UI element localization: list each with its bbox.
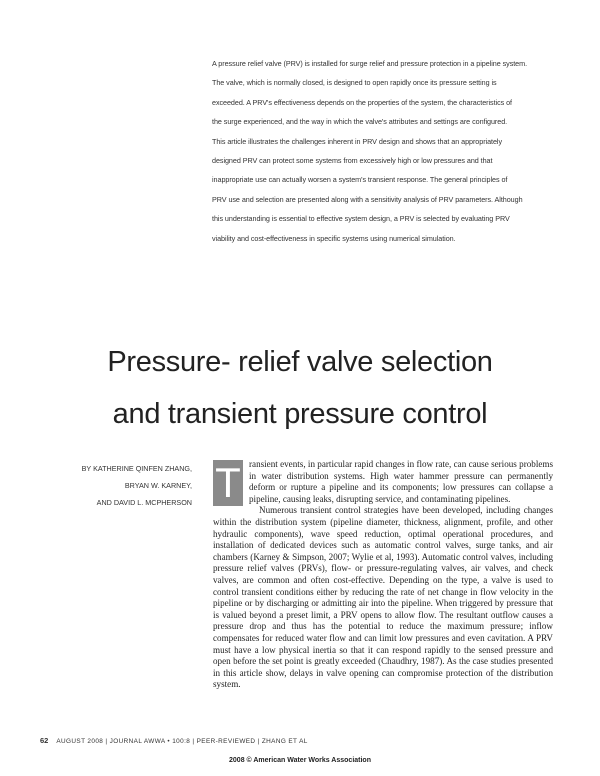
drop-cap: T [213,460,243,506]
article-title-line-1: Pressure- relief valve selection [107,346,493,378]
abstract-line: designed PRV can protect some systems from excessively high or low pressures and that [212,156,493,166]
abstract-line: A pressure relief valve (PRV) is installed for surge relief and pressure protection in a pipeline system. [212,59,528,68]
abstract-line: this understanding is essential to effective system design, a PRV is selected by evaluating PRV [212,214,510,224]
footer-running-text: AUGUST 2008 | JOURNAL AWWA • 100:8 | PEER-REVIEWED | ZHANG ET AL [56,738,308,745]
abstract-line: exceeded. A PRV's effectiveness depends on the properties of the system, the characteristics of [212,97,513,107]
body-text [213,459,553,691]
abstract-line: This article illustrates the challenges inherent in PRV design and shows that an appropriately [212,136,503,146]
article-title [0,336,600,440]
copyright-notice: 2008 © American Water Works Association [229,757,371,764]
page-number: 62 [40,736,49,745]
body-paragraph-1-text: ransient events, in particular rapid changes in flow rate, can cause serious problems in water distribution systems. High water hammer pressure can permanently deform or rupture a pipeline and its components; low pressures can collapse a pipeline, causing leaks, disrupting service, and contaminating pipelines. [249,459,553,504]
author-name: BRYAN W. KARNEY, [124,481,192,491]
abstract-line: inappropriate use can actually worsen a system's transient response. The general principles of [212,175,508,185]
abstract-line: the surge experienced, and the way in which the valve's attributes and settings are configured. [212,117,508,127]
page-footer [40,736,308,745]
author-byline [40,460,192,512]
abstract-line: PRV use and selection are presented along with a sensitivity analysis of PRV parameters. Although [212,194,523,204]
body-paragraph-1 [213,459,553,505]
abstract [212,54,552,248]
abstract-line: The valve, which is normally closed, is designed to open rapidly once its pressure setting is [212,78,497,88]
article-title-line-2: and transient pressure control [112,398,488,430]
author-name: BY KATHERINE QINFEN ZHANG, [81,464,192,473]
author-name: AND DAVID L. MCPHERSON [96,498,192,508]
abstract-line: viability and cost-effectiveness in specific systems using numerical simulation. [212,233,456,243]
body-paragraph-2: Numerous transient control strategies have been developed, including changes within the distribution system (pipeline diameter, thickness, alignment, profile, and other hydraulic components), wave speed reduction, optimal operational procedures, and installation of dedicated devices such as automatic control valves, surge tanks, and air chambers (Karney & Simpson, 2007; Wylie et al, 1993). Automatic control valves, including pressure relief valves (PRVs), flow- or pressure-regulating valves, air valves, and check valves, are common and often cost-effective. Depending on the type, a valve is used to control transient conditions either by reducing the rate of net change in flow velocity in the pipeline or by discharging or admitting air into the pipeline. When triggered by pressure that is valued beyond a preset limit, a PRV opens to allow flow. The resultant outflow causes a pressure drop and thus has the potential to reduce the maximum pressure; inflow compensates for reduced water flow and can limit low pressures and even cavitation. A PRV must have a low physical inertia so that it can respond rapidly to the sensed pressure and open before the set point is greatly exceeded (Chaudhry, 1987). As the case studies presented in this article show, delays in valve opening can compromise protection of the distribution system. [213,505,553,690]
